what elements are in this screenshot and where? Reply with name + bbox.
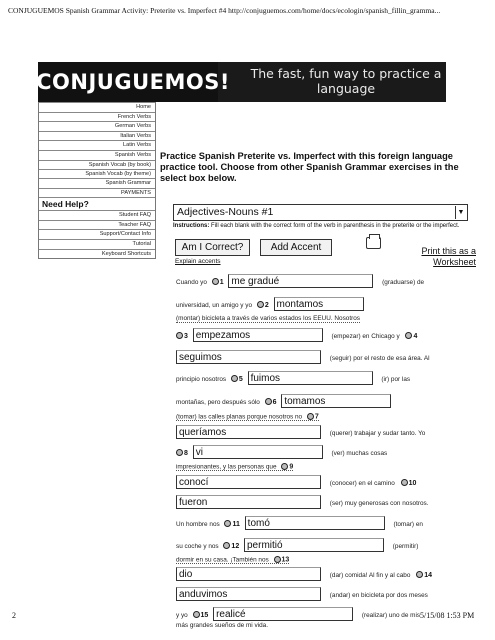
answer-input-15[interactable]: realicé bbox=[213, 607, 353, 621]
instructions-text: Fill each blank with the correct form of the verb in parenthesis in the preterite or the imperfect. bbox=[211, 223, 460, 229]
chevron-down-icon[interactable]: ▼ bbox=[455, 206, 466, 219]
hint-icon[interactable] bbox=[212, 278, 219, 285]
hint-icon[interactable] bbox=[401, 479, 408, 486]
blank-number: 6 bbox=[272, 398, 277, 406]
blank-number: 13 bbox=[281, 556, 290, 564]
blank-row-7 bbox=[176, 425, 425, 440]
hint-icon[interactable] bbox=[223, 542, 230, 549]
verb-hint: (realizar) uno de mis bbox=[361, 611, 421, 619]
blank-number: 9 bbox=[289, 463, 294, 471]
sidebar-item-home[interactable]: Home bbox=[39, 102, 155, 112]
blank-number: 2 bbox=[264, 301, 269, 309]
site-logo[interactable]: ¡CONJUGUEMOS! bbox=[38, 62, 218, 102]
answer-input-11[interactable]: tomó bbox=[245, 516, 385, 530]
answer-input-13[interactable]: dio bbox=[176, 567, 321, 581]
print-header: CONJUGUEMOS Spanish Grammar Activity: Preterite vs. Imperfect #4 http://conjuguemos.com/home/docs/ecologin/spanish_fillin_gramma... bbox=[8, 6, 441, 15]
verb-hint: (permitir) bbox=[392, 542, 419, 550]
sidebar-item-latin-verbs[interactable]: Latin Verbs bbox=[39, 140, 155, 150]
story-text: impresionantes, y las personas que bbox=[176, 463, 277, 471]
blank-row-1 bbox=[176, 274, 424, 289]
answer-input-3[interactable]: empezamos bbox=[193, 328, 323, 342]
answer-input-7[interactable]: queríamos bbox=[176, 425, 321, 439]
blank-row-14 bbox=[176, 587, 428, 602]
sidebar-item-spanish-verbs[interactable]: Spanish Verbs bbox=[39, 150, 155, 160]
story-text: y yo bbox=[176, 611, 188, 619]
hint-icon[interactable] bbox=[416, 571, 423, 578]
verb-hint: (ver) muchas cosas bbox=[331, 449, 388, 457]
story-text: Un hombre nos bbox=[176, 520, 220, 528]
sidebar-item-spanish-grammar[interactable]: Spanish Grammar bbox=[39, 178, 155, 188]
hint-marker-10 bbox=[401, 477, 417, 490]
instructions-label: Instructions: bbox=[173, 223, 210, 229]
sidebar-item-teacher-faq[interactable]: Teacher FAQ bbox=[39, 220, 155, 230]
blank-number: 15 bbox=[200, 611, 209, 619]
blank-number: 7 bbox=[314, 413, 319, 421]
verb-hint: (seguir) por el resto de esa área. Al bbox=[329, 354, 430, 362]
hint-marker-7 bbox=[307, 413, 319, 420]
answer-input-2[interactable]: montamos bbox=[274, 297, 364, 311]
blank-number: 11 bbox=[232, 520, 240, 528]
answer-input-8[interactable]: vi bbox=[193, 445, 323, 459]
sidebar-item-keyboard-shortcuts[interactable]: Keyboard Shortcuts bbox=[39, 249, 155, 259]
blank-row-9 bbox=[176, 475, 416, 490]
hint-icon[interactable] bbox=[405, 332, 412, 339]
blank-row-2 bbox=[176, 297, 364, 312]
hint-icon[interactable] bbox=[265, 398, 272, 405]
answer-input-10[interactable]: fueron bbox=[176, 495, 321, 509]
site-banner bbox=[26, 62, 446, 102]
story-text: su coche y nos bbox=[176, 542, 219, 550]
blank-number: 5 bbox=[238, 375, 243, 383]
print-date: 5/15/08 1:53 PM bbox=[420, 611, 475, 620]
blank-number: 1 bbox=[219, 278, 224, 286]
blank-number: 10 bbox=[408, 479, 417, 487]
need-help-title: Need Help? bbox=[39, 197, 155, 210]
verb-hint: (graduarse) de bbox=[382, 278, 425, 286]
answer-input-5[interactable]: fuimos bbox=[248, 371, 373, 385]
blank-number: 4 bbox=[413, 332, 418, 340]
story-text: dormir en su casa. ¡También nos bbox=[176, 556, 269, 564]
blank-number: 12 bbox=[231, 542, 240, 550]
hint-icon[interactable] bbox=[257, 301, 264, 308]
answer-input-1[interactable]: me gradué bbox=[228, 274, 373, 288]
story-text bbox=[176, 413, 319, 421]
story-text: más grandes sueños de mi vida. bbox=[176, 622, 269, 629]
sidebar-item-student-faq[interactable]: Student FAQ bbox=[39, 210, 155, 220]
verb-hint: (andar) en bicicleta por dos meses bbox=[329, 591, 428, 599]
verb-hint: (querer) trabajar y sudar tanto. Yo bbox=[329, 429, 426, 437]
blank-row-5 bbox=[176, 371, 410, 386]
blank-row-4 bbox=[176, 350, 430, 365]
story-text bbox=[176, 556, 289, 564]
hint-icon[interactable] bbox=[193, 611, 200, 618]
story-text: (montar) bicicleta a través de varios estados los EEUU. Nosotros bbox=[176, 315, 360, 322]
exercise-select-value: Adjectives-Nouns #1 bbox=[177, 206, 274, 218]
sidebar-item-spanish-vocab-theme[interactable]: Spanish Vocab (by theme) bbox=[39, 169, 155, 178]
site-tagline: The fast, fun way to practice a language bbox=[250, 66, 442, 96]
story-text: universidad, un amigo y yo bbox=[176, 301, 253, 309]
sidebar-item-french-verbs[interactable]: French Verbs bbox=[39, 112, 155, 122]
hint-marker-14 bbox=[416, 569, 432, 582]
blank-row-6 bbox=[176, 394, 391, 409]
story-text: Cuando yo bbox=[176, 278, 207, 286]
printer-icon[interactable] bbox=[366, 237, 381, 249]
verb-hint: (conocer) en el camino bbox=[329, 479, 395, 487]
story-text: principio nosotros bbox=[176, 375, 227, 383]
answer-input-14[interactable]: anduvimos bbox=[176, 587, 321, 601]
print-worksheet-link[interactable]: Print this as a Worksheet bbox=[421, 246, 476, 267]
hint-icon[interactable] bbox=[176, 449, 183, 456]
verb-hint: (ir) por las bbox=[381, 375, 411, 383]
page-number: 2 bbox=[12, 611, 16, 620]
verb-hint: (tomar) en bbox=[393, 520, 423, 528]
hint-icon[interactable] bbox=[176, 332, 183, 339]
sidebar-nav bbox=[38, 102, 156, 259]
sidebar-item-german-verbs[interactable]: German Verbs bbox=[39, 121, 155, 131]
sidebar-item-tutorial[interactable]: Tutorial bbox=[39, 239, 155, 249]
hint-icon[interactable] bbox=[307, 413, 314, 420]
blank-number: 8 bbox=[184, 449, 188, 457]
blank-row-10 bbox=[176, 495, 429, 510]
page-title: Practice Spanish Preterite vs. Imperfect with this foreign language practice tool. Choose from other Spanish Grammar exercises in the select box below. bbox=[160, 151, 459, 183]
hint-marker-9 bbox=[281, 463, 293, 470]
answer-input-9[interactable]: conocí bbox=[176, 475, 321, 489]
blank-row-11 bbox=[176, 516, 423, 531]
sidebar-item-payments[interactable]: PAYMENTS bbox=[39, 188, 155, 198]
story-text bbox=[176, 463, 293, 471]
hint-icon[interactable] bbox=[281, 463, 288, 470]
hint-marker-4 bbox=[405, 330, 417, 343]
blank-row-13 bbox=[176, 567, 432, 582]
explain-accents-link[interactable]: Explain accents bbox=[175, 258, 221, 265]
exercise-select[interactable] bbox=[173, 204, 468, 221]
sidebar-item-spanish-vocab-book[interactable]: Spanish Vocab (by book) bbox=[39, 160, 155, 169]
answer-input-12[interactable]: permitió bbox=[244, 538, 384, 552]
blank-row-3 bbox=[176, 328, 417, 343]
hint-marker-13 bbox=[274, 556, 290, 563]
verb-hint: (ser) muy generosas con nosotros. bbox=[329, 499, 429, 507]
blank-number: 3 bbox=[184, 332, 188, 340]
add-accent-button[interactable]: Add Accent bbox=[260, 239, 332, 256]
story-text: montañas, pero después sólo bbox=[176, 398, 260, 406]
verb-hint: (empezar) en Chicago y bbox=[331, 332, 400, 340]
blank-row-8 bbox=[176, 445, 387, 460]
check-answers-button[interactable]: Am I Correct? bbox=[175, 239, 250, 256]
hint-icon[interactable] bbox=[224, 520, 231, 527]
sidebar-item-italian-verbs[interactable]: Italian Verbs bbox=[39, 131, 155, 141]
hint-icon[interactable] bbox=[274, 556, 281, 563]
sidebar-item-support[interactable]: Support/Contact Info bbox=[39, 229, 155, 239]
story-text: (tomar) las calles planas porque nosotros no bbox=[176, 413, 303, 421]
blank-row-15 bbox=[176, 607, 420, 622]
blank-row-12 bbox=[176, 538, 418, 553]
answer-input-6[interactable]: tomamos bbox=[281, 394, 391, 408]
hint-icon[interactable] bbox=[231, 375, 238, 382]
instructions bbox=[173, 223, 473, 231]
answer-input-4[interactable]: seguimos bbox=[176, 350, 321, 364]
blank-number: 14 bbox=[424, 571, 432, 579]
verb-hint: (dar) comida! Al fin y al cabo bbox=[329, 571, 411, 579]
